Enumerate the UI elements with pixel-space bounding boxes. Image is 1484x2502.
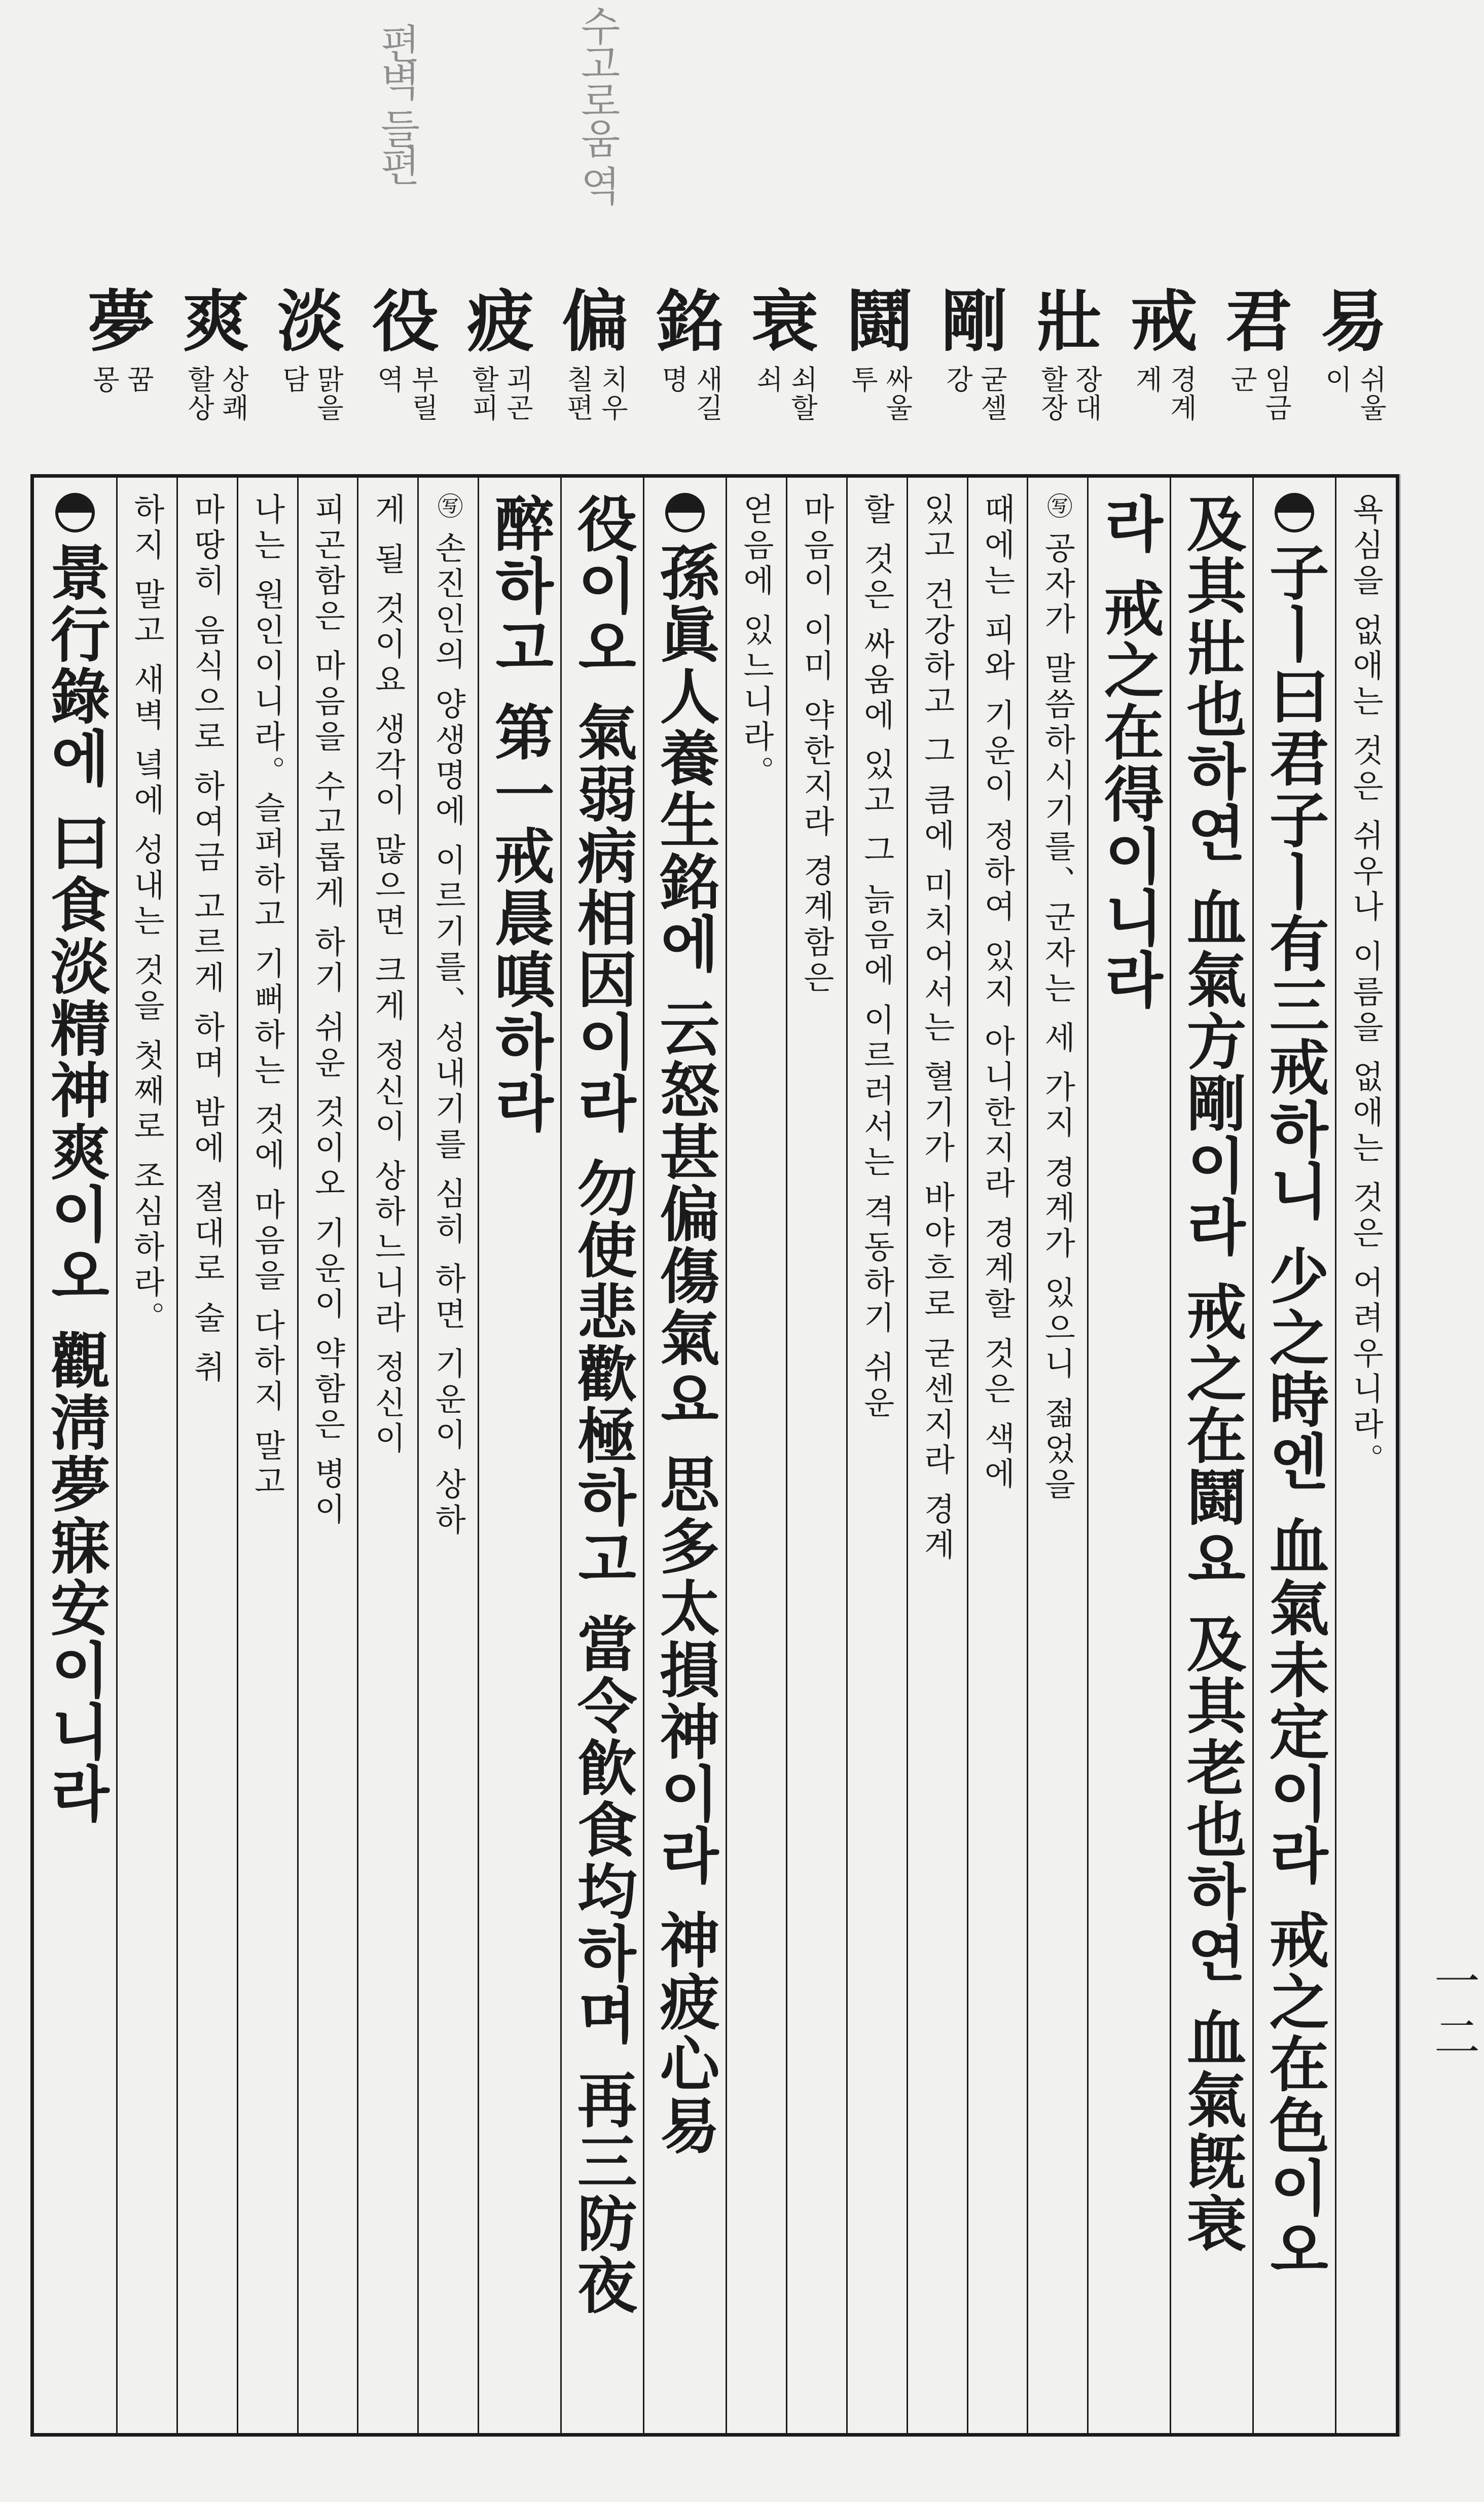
vocab-gloss bbox=[89, 365, 153, 394]
classical-text-column bbox=[478, 493, 561, 2425]
translation-column bbox=[726, 493, 786, 2425]
vocab-gloss bbox=[1322, 365, 1386, 422]
vocab-gloss-line: 싸울 bbox=[881, 365, 913, 422]
vocab-item bbox=[550, 284, 641, 456]
column-text: 하지 말고 새벽 녘에 성내는 것을 첫째로 조심하라。 bbox=[128, 493, 165, 1337]
classical-text-column bbox=[1170, 493, 1253, 2425]
vocab-gloss bbox=[184, 365, 248, 422]
vocabulary-strip bbox=[30, 284, 1399, 467]
vocab-item bbox=[739, 284, 830, 456]
translation-column bbox=[1027, 493, 1088, 2425]
vocab-item bbox=[360, 284, 451, 456]
translation-column bbox=[786, 493, 847, 2425]
classical-text-column bbox=[34, 493, 117, 2425]
vocab-gloss-line: 역 bbox=[373, 365, 405, 394]
vocab-item bbox=[929, 284, 1020, 456]
text-frame bbox=[30, 474, 1399, 2437]
translation-column bbox=[1335, 493, 1396, 2425]
vocab-gloss-line: 치우 bbox=[597, 365, 629, 422]
column-text: 할 것은 싸움에 있고 그 늙음에 이르러서는 격동하기 쉬운 bbox=[858, 493, 895, 1422]
vocab-gloss bbox=[753, 365, 817, 422]
vocab-gloss-line: 할장 bbox=[1036, 365, 1068, 422]
section-bullet-icon bbox=[55, 493, 95, 532]
column-text: 마음이 이미 약한지라 경계함은 bbox=[798, 493, 835, 997]
vocab-gloss bbox=[1037, 365, 1101, 422]
vocab-gloss-line: 군 bbox=[1226, 365, 1258, 394]
column-text: 라 戒之在得이니라 bbox=[1094, 493, 1165, 1011]
vocab-gloss bbox=[848, 365, 912, 422]
column-text: 景行錄에 曰食淡精神爽이오 觀淸夢寐安이니라 bbox=[40, 542, 111, 1825]
translation-column bbox=[967, 493, 1028, 2425]
vocab-gloss bbox=[943, 365, 1006, 422]
vocab-gloss-line: 맑을 bbox=[312, 365, 344, 422]
vocab-gloss-line: 새길 bbox=[692, 365, 723, 422]
column-text: 손진인의 양생명에 이르기를、성내기를 심히 하면 기운이 상하 bbox=[429, 531, 467, 1539]
vocab-gloss-line: 상쾌 bbox=[218, 365, 249, 422]
column-text: 얻음에 있느니라。 bbox=[737, 493, 775, 791]
vocab-gloss bbox=[374, 365, 438, 422]
vocab-gloss-line: 명 bbox=[657, 365, 689, 394]
translation-column bbox=[847, 493, 907, 2425]
vocab-gloss-line: 담 bbox=[278, 365, 310, 394]
translation-column bbox=[177, 493, 237, 2425]
vocab-gloss bbox=[1132, 365, 1196, 422]
vocab-gloss-line: 괴곤 bbox=[502, 365, 534, 422]
vocab-hanja: 剛 bbox=[941, 282, 1008, 361]
vocab-gloss-line: 투 bbox=[847, 365, 879, 394]
vocab-item bbox=[1213, 284, 1305, 456]
column-text: 게 될 것이요 생각이 많으면 크게 정신이 상하느니라 정신이 bbox=[369, 493, 407, 1457]
right-rule bbox=[1399, 474, 1401, 2437]
vocab-item bbox=[1308, 284, 1399, 456]
vocab-item bbox=[1118, 284, 1210, 456]
translation-column bbox=[357, 493, 418, 2425]
vocab-gloss-line: 쉬울 bbox=[1355, 365, 1387, 422]
vocab-hanja: 君 bbox=[1225, 282, 1292, 361]
vocab-item bbox=[265, 284, 356, 456]
column-text: 공자가 말씀하시기를、군자는 세 가지 경계가 있으니 젊었을 bbox=[1039, 531, 1076, 1504]
column-text: 子ㅣ曰君子ㅣ有三戒하니 少之時엔 血氣未定이라 戒之在色이오 bbox=[1259, 542, 1330, 2281]
column-text: 마땅히 음식으로 하여금 고르게 하며 밤에 절대로 술 취 bbox=[188, 493, 226, 1386]
vocab-item bbox=[1024, 284, 1115, 456]
vocab-item bbox=[76, 284, 167, 456]
vocab-gloss-line: 굳셀 bbox=[976, 365, 1008, 422]
page-number: 一二 bbox=[1426, 1957, 1479, 2069]
column-text: 及其壯也하연 血氣方剛이라 戒之在鬪요 及其老也하연 血氣旣衰 bbox=[1176, 493, 1247, 2255]
classical-text-column bbox=[1088, 493, 1170, 2425]
vocab-gloss-line: 이 bbox=[1321, 365, 1353, 394]
vocab-item bbox=[644, 284, 736, 456]
vocab-gloss-line: 계 bbox=[1131, 365, 1163, 394]
translation-column bbox=[907, 493, 967, 2425]
column-text: 때에는 피와 기운이 정하여 있지 아니한지라 경계할 것은 색에 bbox=[979, 493, 1016, 1493]
column-text: 孫眞人養生銘에 云怒甚偏傷氣요 思多太損神이라 神疲心易 bbox=[649, 542, 720, 2157]
vocab-gloss-line: 장대 bbox=[1071, 365, 1103, 422]
vocab-gloss bbox=[658, 365, 722, 422]
section-bullet-icon bbox=[665, 493, 705, 532]
translation-column bbox=[237, 493, 298, 2425]
vocab-item bbox=[834, 284, 925, 456]
vocab-hanja: 衰 bbox=[751, 282, 818, 361]
vocab-gloss-line: 부릴 bbox=[407, 365, 439, 422]
vocab-gloss-line: 쇠 bbox=[752, 365, 784, 394]
vocab-gloss bbox=[1227, 365, 1291, 422]
vocab-gloss-line: 할피 bbox=[467, 365, 499, 422]
pencil-note: 수고로움 역 bbox=[573, 5, 621, 203]
vocab-hanja: 爽 bbox=[183, 282, 249, 361]
vocab-gloss-line: 임금 bbox=[1260, 365, 1292, 422]
translation-column bbox=[418, 493, 478, 2425]
classical-text-column bbox=[643, 493, 726, 2425]
vocab-hanja: 鬪 bbox=[846, 282, 913, 361]
vocab-gloss bbox=[279, 365, 343, 422]
vocab-gloss-line: 강 bbox=[942, 365, 973, 394]
vocab-gloss bbox=[563, 365, 627, 422]
vocab-gloss-line: 할상 bbox=[183, 365, 215, 422]
column-text: 있고 건강하고 그 큼에 미치어서는 혈기가 바야흐로 굳센지라 경계 bbox=[918, 493, 956, 1564]
pencil-note: 편벽 들편 bbox=[373, 23, 420, 183]
section-bullet-icon bbox=[1275, 493, 1314, 532]
vocab-hanja: 疲 bbox=[467, 282, 534, 361]
classical-text-column bbox=[561, 493, 643, 2425]
vocab-hanja: 偏 bbox=[562, 282, 629, 361]
classical-text-column bbox=[1253, 493, 1335, 2425]
vocab-item bbox=[170, 284, 262, 456]
translation-column bbox=[298, 493, 358, 2425]
meaning-mark-icon: ㊢ bbox=[1043, 493, 1073, 522]
vocab-item bbox=[455, 284, 546, 456]
vocab-gloss-line: 칠편 bbox=[562, 365, 594, 422]
vocab-hanja: 戒 bbox=[1131, 282, 1198, 361]
vocab-gloss-line: 몽 bbox=[88, 365, 120, 394]
column-text: 醉하고 第一戒晨嗔하라 bbox=[484, 493, 555, 1135]
vocab-hanja: 役 bbox=[372, 282, 439, 361]
vocab-gloss-line: 꿈 bbox=[123, 365, 155, 394]
column-text: 役이오 氣弱病相因이라 勿使悲歡極하고 當令飮食均하며 再三防夜 bbox=[567, 493, 638, 2317]
vocab-gloss bbox=[468, 365, 532, 422]
vocab-hanja: 淡 bbox=[277, 282, 344, 361]
meaning-mark-icon: ㊢ bbox=[433, 493, 463, 522]
vocab-gloss-line: 경계 bbox=[1166, 365, 1198, 422]
vocab-gloss-line: 쇠할 bbox=[786, 365, 818, 422]
column-text: 욕심을 없애는 것은 쉬우나 이름을 없애는 것은 어려우니라。 bbox=[1347, 493, 1385, 1479]
column-text: 피곤함은 마음을 수고롭게 하기 쉬운 것이오 기운이 약함은 병이 bbox=[309, 493, 346, 1528]
vocab-hanja: 易 bbox=[1320, 282, 1387, 361]
translation-column bbox=[117, 493, 177, 2425]
column-text: 나는 원인이니라。슬퍼하고 기뻐하는 것에 마음을 다하지 말고 bbox=[248, 493, 286, 1500]
vocab-hanja: 銘 bbox=[657, 282, 723, 361]
vocab-hanja: 壯 bbox=[1036, 282, 1103, 361]
vocab-hanja: 夢 bbox=[88, 282, 155, 361]
